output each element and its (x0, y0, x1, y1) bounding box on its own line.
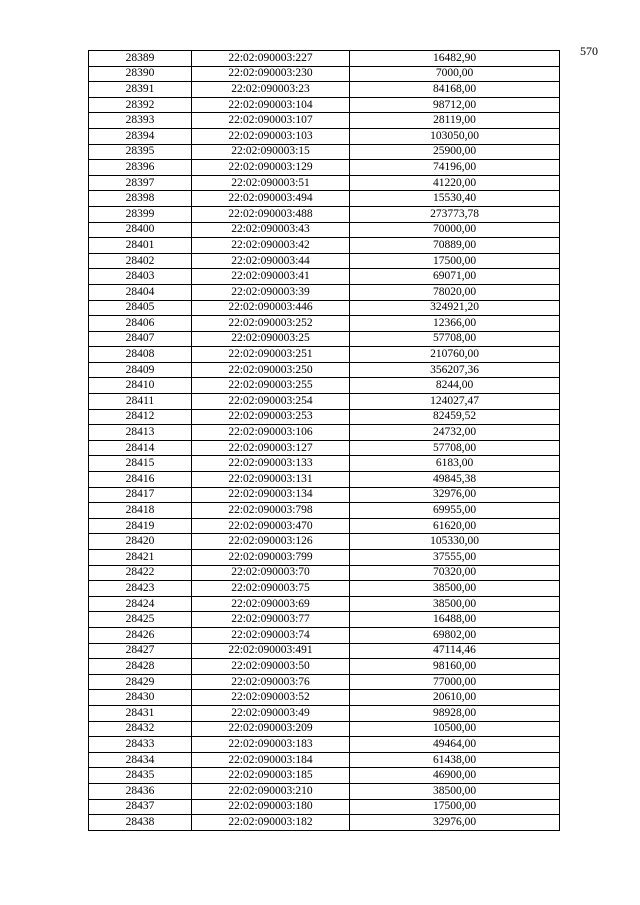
value-cell: 57708,00 (350, 440, 560, 456)
cadastral-number-cell: 22:02:090003:227 (192, 51, 350, 67)
table-row (89, 737, 560, 753)
row-number-cell: 28431 (89, 705, 192, 721)
row-number-cell: 28413 (89, 425, 192, 441)
cadastral-number-cell: 22:02:090003:250 (192, 362, 350, 378)
cadastral-number-cell: 22:02:090003:210 (192, 783, 350, 799)
row-number-cell: 28400 (89, 222, 192, 238)
value-cell: 77000,00 (350, 674, 560, 690)
table-row (89, 503, 560, 519)
cadastral-number-cell: 22:02:090003:44 (192, 253, 350, 269)
cadastral-number-cell: 22:02:090003:446 (192, 300, 350, 316)
cadastral-number-cell: 22:02:090003:183 (192, 737, 350, 753)
value-cell: 32976,00 (350, 815, 560, 831)
value-cell: 69955,00 (350, 503, 560, 519)
table-row (89, 721, 560, 737)
row-number-cell: 28417 (89, 487, 192, 503)
table-row (89, 768, 560, 784)
table-row (89, 160, 560, 176)
table-row (89, 66, 560, 82)
table-row (89, 627, 560, 643)
cadastral-number-cell: 22:02:090003:23 (192, 82, 350, 98)
cadastral-number-cell: 22:02:090003:49 (192, 705, 350, 721)
row-number-cell: 28411 (89, 394, 192, 410)
value-cell: 124027,47 (350, 394, 560, 410)
value-cell: 210760,00 (350, 347, 560, 363)
value-cell: 20610,00 (350, 690, 560, 706)
value-cell: 17500,00 (350, 253, 560, 269)
value-cell: 7000,00 (350, 66, 560, 82)
value-cell: 8244,00 (350, 378, 560, 394)
table-row (89, 253, 560, 269)
cadastral-number-cell: 22:02:090003:131 (192, 472, 350, 488)
table-row (89, 331, 560, 347)
cadastral-number-cell: 22:02:090003:51 (192, 175, 350, 191)
row-number-cell: 28406 (89, 316, 192, 332)
value-cell: 78020,00 (350, 284, 560, 300)
table-row (89, 362, 560, 378)
table-row (89, 565, 560, 581)
value-cell: 57708,00 (350, 331, 560, 347)
cadastral-number-cell: 22:02:090003:15 (192, 144, 350, 160)
value-cell: 12366,00 (350, 316, 560, 332)
cadastral-number-cell: 22:02:090003:69 (192, 596, 350, 612)
cadastral-number-cell: 22:02:090003:106 (192, 425, 350, 441)
value-cell: 105330,00 (350, 534, 560, 550)
row-number-cell: 28398 (89, 191, 192, 207)
row-number-cell: 28432 (89, 721, 192, 737)
table-row (89, 269, 560, 285)
table-row (89, 394, 560, 410)
table-row (89, 456, 560, 472)
cadastral-number-cell: 22:02:090003:133 (192, 456, 350, 472)
value-cell: 15530,40 (350, 191, 560, 207)
row-number-cell: 28399 (89, 206, 192, 222)
row-number-cell: 28412 (89, 409, 192, 425)
table-row (89, 612, 560, 628)
value-cell: 61438,00 (350, 752, 560, 768)
cadastral-number-cell: 22:02:090003:798 (192, 503, 350, 519)
value-cell: 70320,00 (350, 565, 560, 581)
cadastral-number-cell: 22:02:090003:43 (192, 222, 350, 238)
value-cell: 84168,00 (350, 82, 560, 98)
cadastral-number-cell: 22:02:090003:254 (192, 394, 350, 410)
row-number-cell: 28393 (89, 113, 192, 129)
table-row (89, 51, 560, 67)
row-number-cell: 28424 (89, 596, 192, 612)
value-cell: 61620,00 (350, 518, 560, 534)
value-cell: 16488,00 (350, 612, 560, 628)
row-number-cell: 28434 (89, 752, 192, 768)
cadastral-number-cell: 22:02:090003:251 (192, 347, 350, 363)
value-cell: 273773,78 (350, 206, 560, 222)
value-cell: 38500,00 (350, 596, 560, 612)
value-cell: 49845,38 (350, 472, 560, 488)
table-row (89, 659, 560, 675)
cadastral-number-cell: 22:02:090003:230 (192, 66, 350, 82)
table-row (89, 300, 560, 316)
cadastral-number-cell: 22:02:090003:470 (192, 518, 350, 534)
cadastral-number-cell: 22:02:090003:799 (192, 550, 350, 566)
value-cell: 25900,00 (350, 144, 560, 160)
row-number-cell: 28425 (89, 612, 192, 628)
table-row (89, 378, 560, 394)
table-row (89, 487, 560, 503)
table-row (89, 815, 560, 831)
row-number-cell: 28438 (89, 815, 192, 831)
table-row (89, 534, 560, 550)
value-cell: 69071,00 (350, 269, 560, 285)
cadastral-number-cell: 22:02:090003:41 (192, 269, 350, 285)
cadastral-number-cell: 22:02:090003:488 (192, 206, 350, 222)
value-cell: 69802,00 (350, 627, 560, 643)
cadastral-number-cell: 22:02:090003:103 (192, 128, 350, 144)
row-number-cell: 28395 (89, 144, 192, 160)
value-cell: 324921,20 (350, 300, 560, 316)
cadastral-number-cell: 22:02:090003:107 (192, 113, 350, 129)
table-row (89, 82, 560, 98)
value-cell: 17500,00 (350, 799, 560, 815)
table-row (89, 581, 560, 597)
value-cell: 6183,00 (350, 456, 560, 472)
cadastral-number-cell: 22:02:090003:74 (192, 627, 350, 643)
cadastral-number-cell: 22:02:090003:134 (192, 487, 350, 503)
row-number-cell: 28420 (89, 534, 192, 550)
row-number-cell: 28394 (89, 128, 192, 144)
cadastral-number-cell: 22:02:090003:255 (192, 378, 350, 394)
value-cell: 70889,00 (350, 238, 560, 254)
cadastral-number-cell: 22:02:090003:184 (192, 752, 350, 768)
table-row (89, 316, 560, 332)
value-cell: 49464,00 (350, 737, 560, 753)
row-number-cell: 28435 (89, 768, 192, 784)
row-number-cell: 28422 (89, 565, 192, 581)
row-number-cell: 28416 (89, 472, 192, 488)
cadastral-number-cell: 22:02:090003:76 (192, 674, 350, 690)
table-row (89, 191, 560, 207)
table-row (89, 175, 560, 191)
table-row (89, 409, 560, 425)
row-number-cell: 28401 (89, 238, 192, 254)
row-number-cell: 28392 (89, 97, 192, 113)
table-row (89, 206, 560, 222)
cadastral-number-cell: 22:02:090003:126 (192, 534, 350, 550)
value-cell: 10500,00 (350, 721, 560, 737)
cadastral-number-cell: 22:02:090003:182 (192, 815, 350, 831)
value-cell: 103050,00 (350, 128, 560, 144)
value-cell: 24732,00 (350, 425, 560, 441)
value-cell: 28119,00 (350, 113, 560, 129)
cadastral-number-cell: 22:02:090003:491 (192, 643, 350, 659)
table-row (89, 97, 560, 113)
value-cell: 37555,00 (350, 550, 560, 566)
cadastral-number-cell: 22:02:090003:209 (192, 721, 350, 737)
row-number-cell: 28426 (89, 627, 192, 643)
cadastral-number-cell: 22:02:090003:253 (192, 409, 350, 425)
table-row (89, 222, 560, 238)
cadastral-number-cell: 22:02:090003:25 (192, 331, 350, 347)
land-parcel-table (88, 50, 560, 831)
cadastral-number-cell: 22:02:090003:42 (192, 238, 350, 254)
table-row (89, 472, 560, 488)
row-number-cell: 28402 (89, 253, 192, 269)
row-number-cell: 28421 (89, 550, 192, 566)
cadastral-number-cell: 22:02:090003:185 (192, 768, 350, 784)
cadastral-number-cell: 22:02:090003:494 (192, 191, 350, 207)
value-cell: 16482,90 (350, 51, 560, 67)
page-number: 570 (580, 44, 598, 58)
cadastral-number-cell: 22:02:090003:39 (192, 284, 350, 300)
table-row (89, 596, 560, 612)
table-row (89, 643, 560, 659)
row-number-cell: 28430 (89, 690, 192, 706)
table-row (89, 799, 560, 815)
table-row (89, 113, 560, 129)
cadastral-number-cell: 22:02:090003:52 (192, 690, 350, 706)
row-number-cell: 28391 (89, 82, 192, 98)
table-row (89, 783, 560, 799)
table-row (89, 705, 560, 721)
table-row (89, 238, 560, 254)
table-body (89, 51, 560, 831)
cadastral-number-cell: 22:02:090003:75 (192, 581, 350, 597)
table-row (89, 144, 560, 160)
value-cell: 41220,00 (350, 175, 560, 191)
value-cell: 356207,36 (350, 362, 560, 378)
table-row (89, 440, 560, 456)
cadastral-number-cell: 22:02:090003:180 (192, 799, 350, 815)
row-number-cell: 28410 (89, 378, 192, 394)
value-cell: 32976,00 (350, 487, 560, 503)
table-row (89, 128, 560, 144)
value-cell: 38500,00 (350, 783, 560, 799)
table-row (89, 425, 560, 441)
cadastral-number-cell: 22:02:090003:77 (192, 612, 350, 628)
row-number-cell: 28409 (89, 362, 192, 378)
row-number-cell: 28418 (89, 503, 192, 519)
value-cell: 98928,00 (350, 705, 560, 721)
row-number-cell: 28404 (89, 284, 192, 300)
row-number-cell: 28428 (89, 659, 192, 675)
row-number-cell: 28389 (89, 51, 192, 67)
value-cell: 46900,00 (350, 768, 560, 784)
cadastral-number-cell: 22:02:090003:252 (192, 316, 350, 332)
row-number-cell: 28415 (89, 456, 192, 472)
row-number-cell: 28419 (89, 518, 192, 534)
table-row (89, 752, 560, 768)
table-row (89, 550, 560, 566)
row-number-cell: 28429 (89, 674, 192, 690)
row-number-cell: 28437 (89, 799, 192, 815)
table-row (89, 518, 560, 534)
cadastral-number-cell: 22:02:090003:50 (192, 659, 350, 675)
cadastral-number-cell: 22:02:090003:70 (192, 565, 350, 581)
row-number-cell: 28407 (89, 331, 192, 347)
table-row (89, 674, 560, 690)
row-number-cell: 28436 (89, 783, 192, 799)
value-cell: 38500,00 (350, 581, 560, 597)
value-cell: 74196,00 (350, 160, 560, 176)
value-cell: 98160,00 (350, 659, 560, 675)
value-cell: 70000,00 (350, 222, 560, 238)
value-cell: 47114,46 (350, 643, 560, 659)
row-number-cell: 28427 (89, 643, 192, 659)
value-cell: 98712,00 (350, 97, 560, 113)
row-number-cell: 28405 (89, 300, 192, 316)
cadastral-number-cell: 22:02:090003:104 (192, 97, 350, 113)
table-row (89, 284, 560, 300)
cadastral-number-cell: 22:02:090003:127 (192, 440, 350, 456)
row-number-cell: 28423 (89, 581, 192, 597)
row-number-cell: 28414 (89, 440, 192, 456)
row-number-cell: 28396 (89, 160, 192, 176)
row-number-cell: 28390 (89, 66, 192, 82)
table-row (89, 347, 560, 363)
table-row (89, 690, 560, 706)
value-cell: 82459,52 (350, 409, 560, 425)
cadastral-number-cell: 22:02:090003:129 (192, 160, 350, 176)
row-number-cell: 28403 (89, 269, 192, 285)
row-number-cell: 28408 (89, 347, 192, 363)
row-number-cell: 28397 (89, 175, 192, 191)
row-number-cell: 28433 (89, 737, 192, 753)
